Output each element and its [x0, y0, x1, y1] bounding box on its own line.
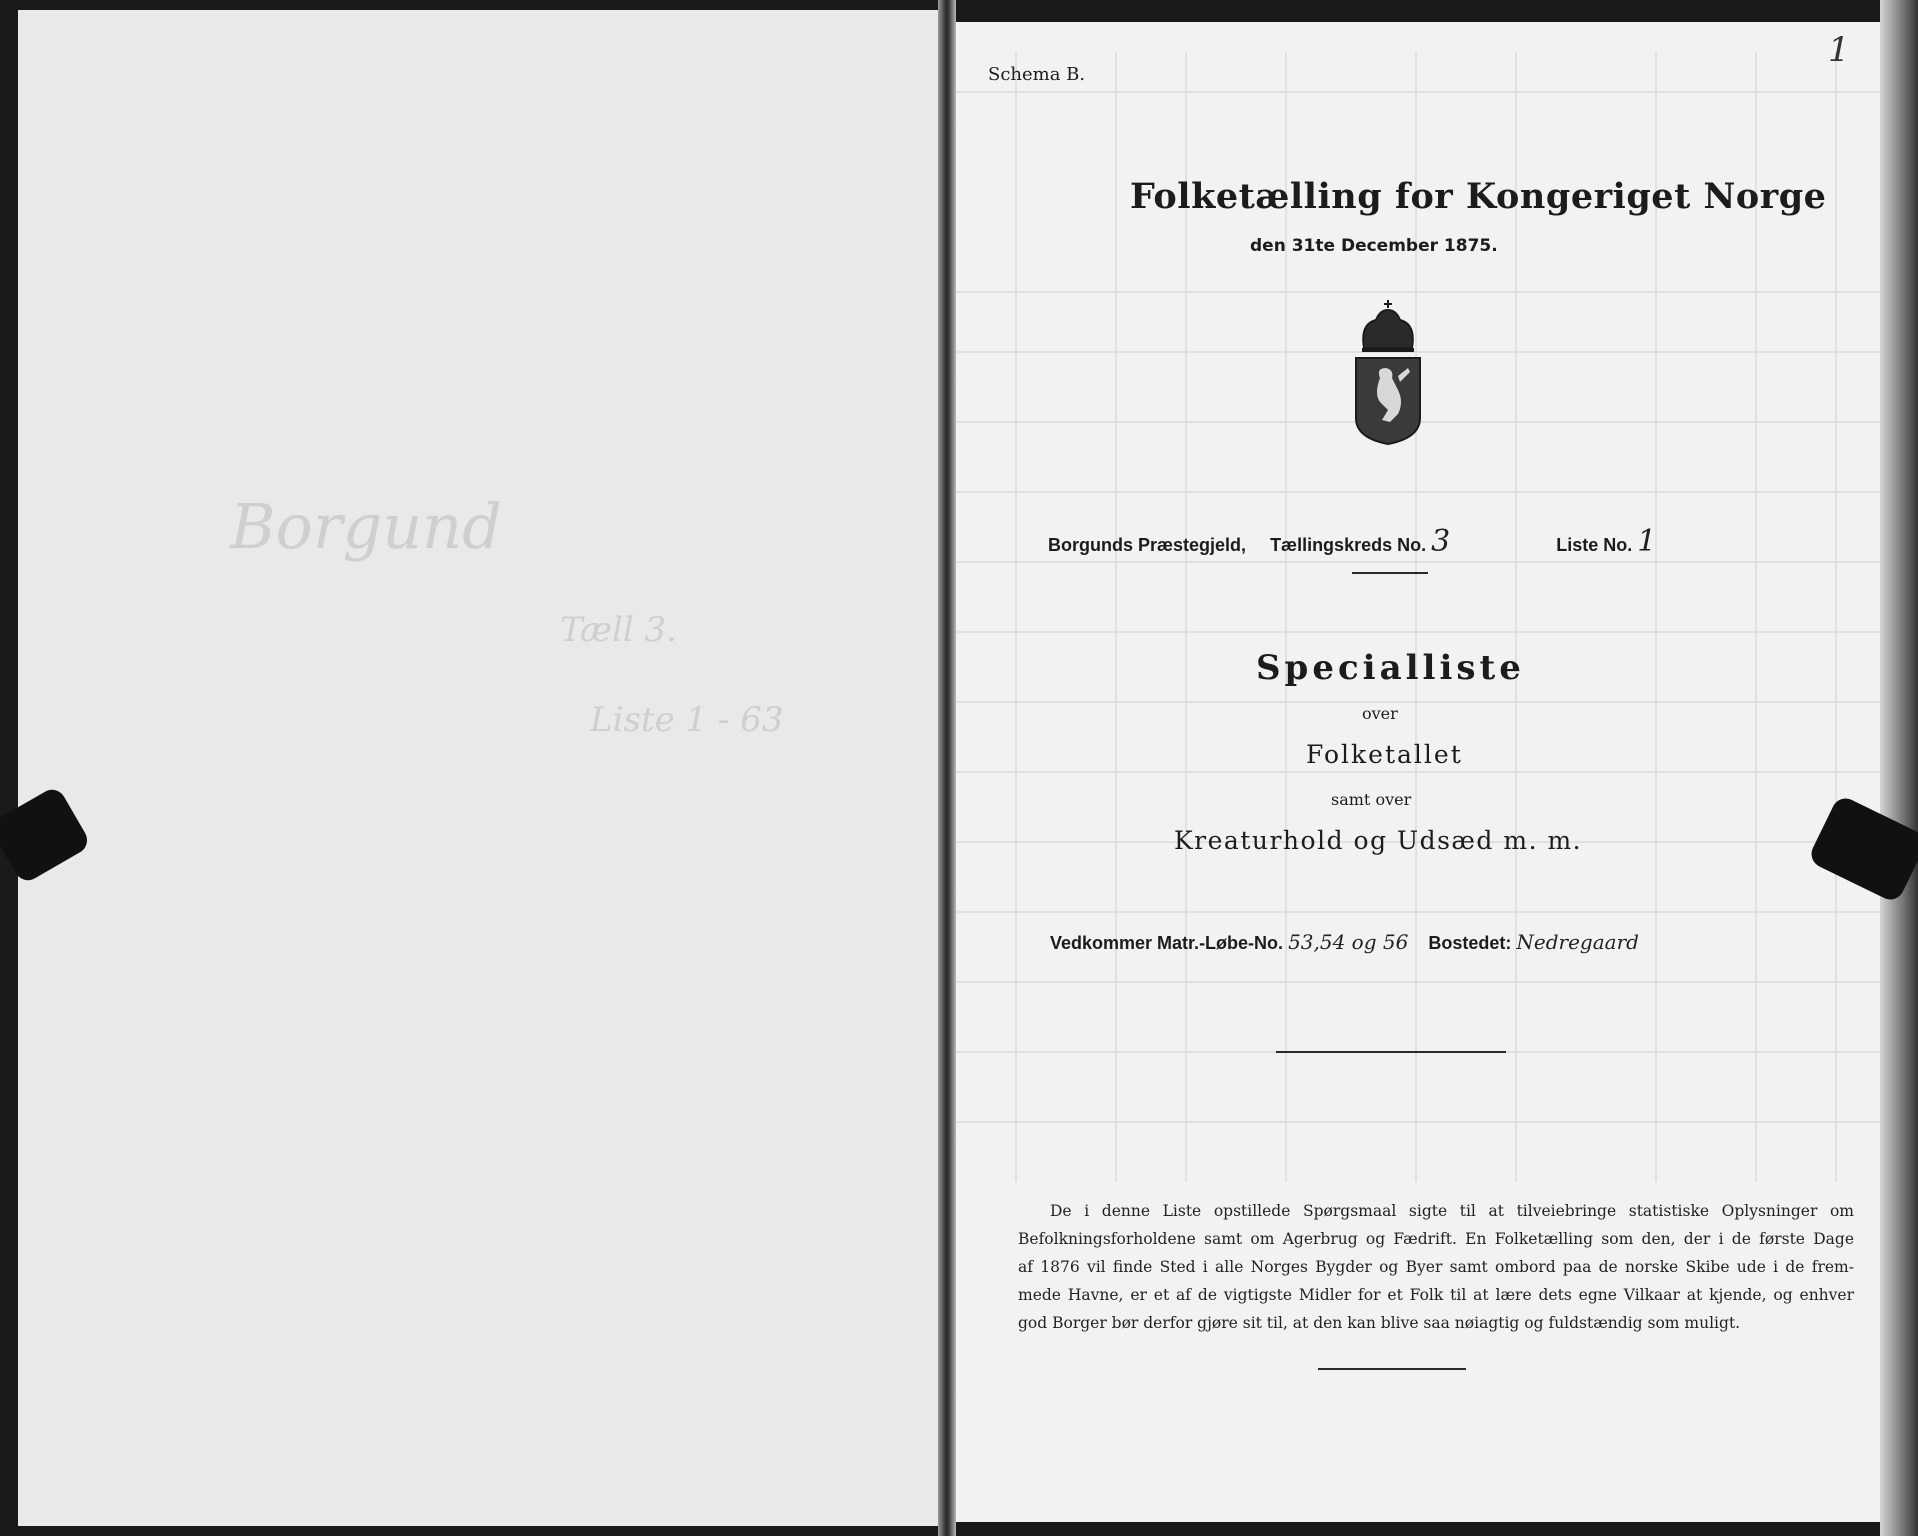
schema-label: Schema B. — [988, 64, 1086, 85]
kreaturhold-heading: Kreaturhold og Udsæd m. m. — [1174, 826, 1583, 855]
kreds-label: Tællingskreds No. — [1270, 535, 1427, 555]
divider-rule — [1318, 1368, 1466, 1370]
bosted-value: Nedregaard — [1516, 930, 1639, 954]
paragraph-line: mede Havne, er et af de vigtigste Midler for et Folk til at lære dets egne Vilkaar at kjende, og enhver — [1018, 1286, 1854, 1304]
left-ghost-text: Tæll 3. — [560, 610, 677, 650]
district-line — [1048, 524, 1656, 559]
left-ghost-text: Borgund — [230, 490, 502, 563]
paragraph-line: af 1876 vil finde Sted i alle Norges Bygder og Byer samt ombord paa de norske Skibe ude i de frem- — [1018, 1258, 1854, 1276]
over-text: over — [1362, 704, 1398, 723]
divider-rule — [1276, 1051, 1506, 1053]
paragraph-line: De i denne Liste opstillede Spørgsmaal sigte til at tilveiebringe statistiske Oplysninger om — [1050, 1202, 1854, 1220]
matrikkel-line — [1050, 930, 1639, 954]
samt-over-text: samt over — [1331, 790, 1412, 809]
matr-value: 53,54 og 56 — [1288, 930, 1409, 954]
liste-label: Liste No. — [1556, 535, 1633, 555]
instruction-paragraph — [1018, 1197, 1854, 1337]
page-number: 1 — [1828, 30, 1850, 70]
liste-value: 1 — [1637, 524, 1657, 559]
folketallet-heading: Folketallet — [1306, 740, 1463, 769]
paragraph-line: god Borger bør derfor gjøre sit til, at den kan blive saa nøiagtig og fuldstændig som muligt. — [1018, 1314, 1741, 1332]
divider-rule — [1352, 572, 1428, 574]
book-gutter — [938, 0, 956, 1536]
norwegian-coat-of-arms-icon — [1350, 298, 1426, 446]
parish-label: Borgunds Præstegjeld, — [1048, 535, 1247, 555]
paragraph-line: Befolkningsforholdene samt om Agerbrug og Fædrift. En Folketælling som den, der i de første Dage — [1018, 1230, 1854, 1248]
census-title: Folketælling for Kongeriget Norge — [1130, 176, 1827, 217]
bosted-label: Bostedet: — [1428, 933, 1512, 953]
matr-label: Vedkommer Matr.-Løbe-No. — [1050, 933, 1284, 953]
census-date: den 31te December 1875. — [1250, 236, 1498, 256]
right-page-edge — [1880, 0, 1918, 1536]
specialliste-heading: Specialliste — [1256, 648, 1525, 688]
left-page-blank — [18, 10, 938, 1526]
left-ghost-text: Liste 1 - 63 — [590, 700, 784, 740]
kreds-value: 3 — [1431, 524, 1451, 559]
